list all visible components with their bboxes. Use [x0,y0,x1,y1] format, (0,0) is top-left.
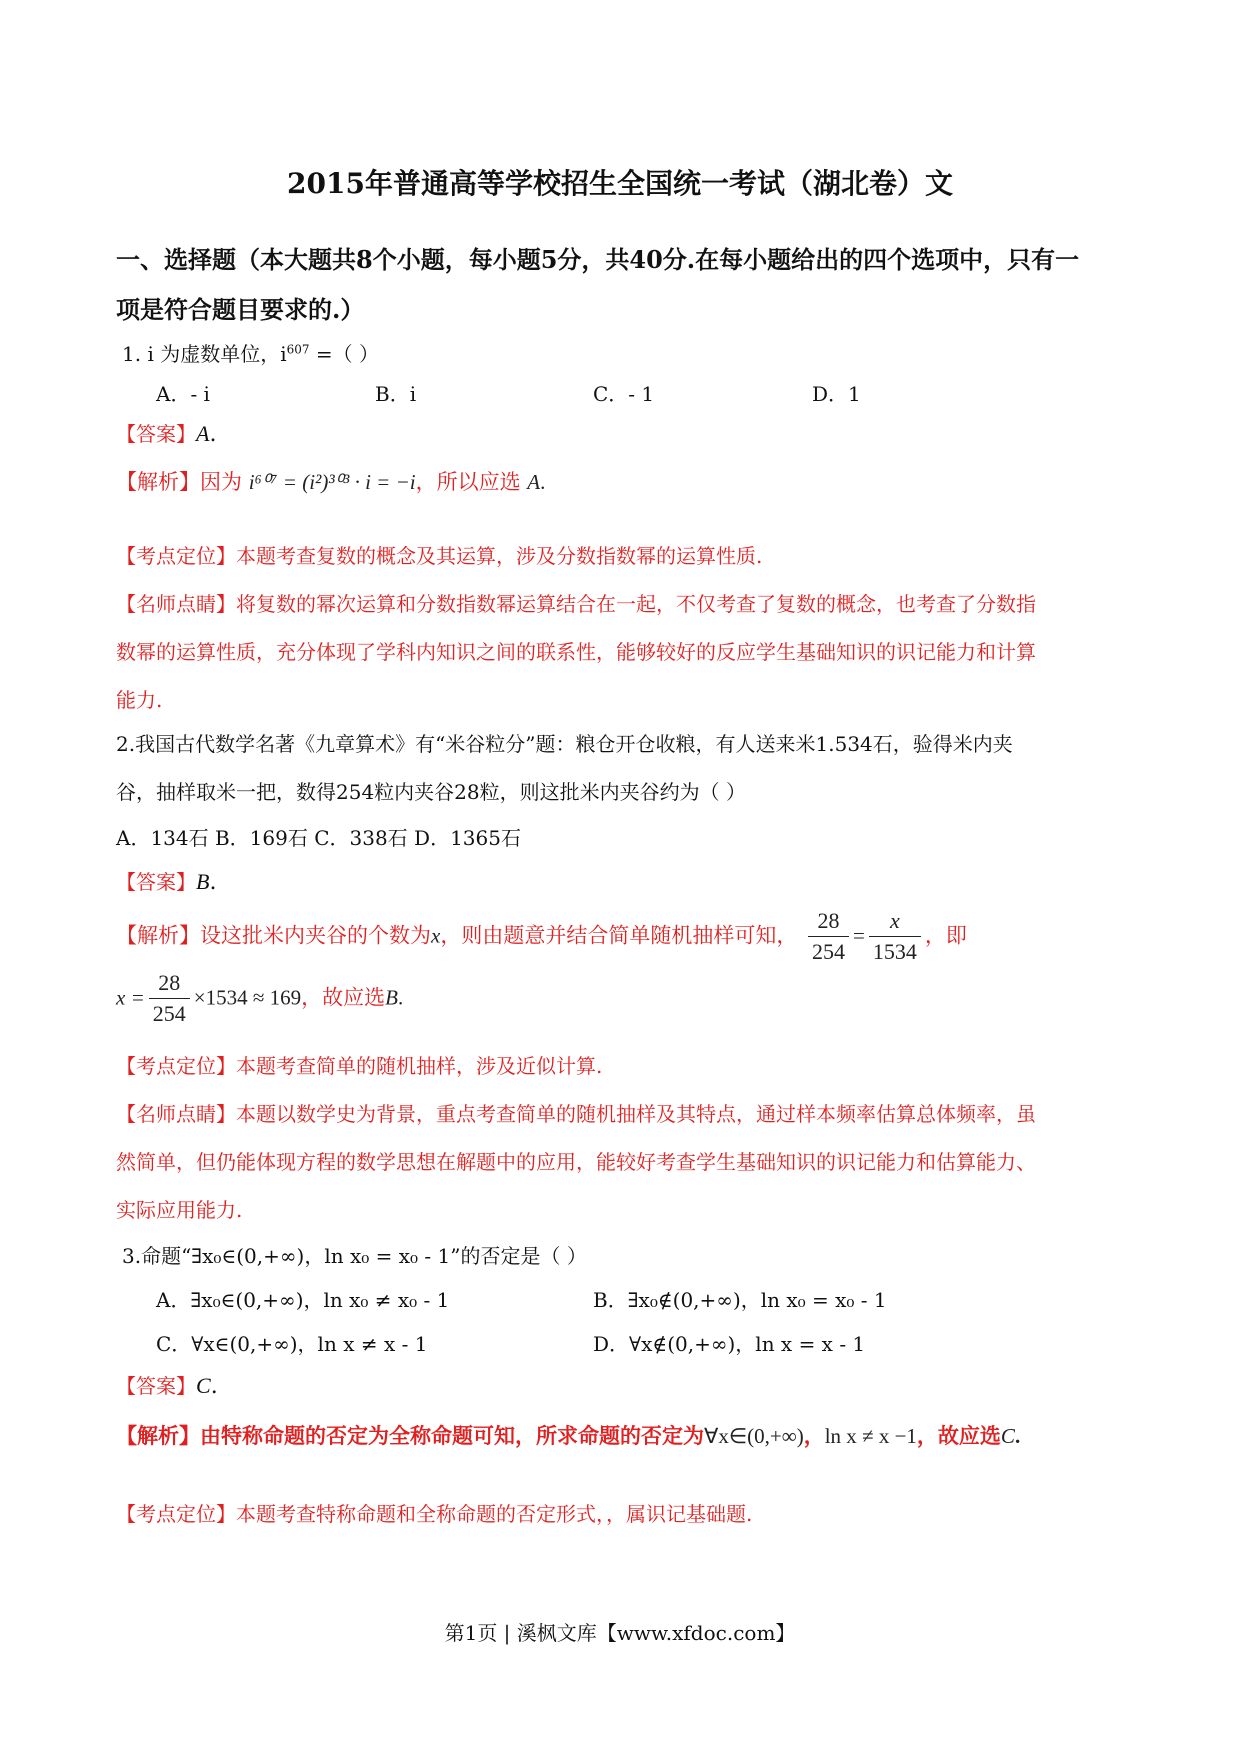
q1-kaodian: 【考点定位】本题考查复数的概念及其运算，涉及分数指数幂的运算性质. [116,544,763,568]
fraction-28-254-b: $\frac{28}{254}$ [149,968,190,1029]
q3-option-a: A．∃x₀∈(0,+∞)，ln x₀ ≠ x₀ - 1 [156,1288,450,1312]
q2-analysis-line2: x = $\frac{28}{254}$ ×1534 ≈ 169，故应选B. [116,968,403,1029]
q1-mingshi-line1: 【名师点睛】将复数的幂次运算和分数指数幂运算结合在一起，不仅考查了复数的概念，也考查了分数指 [116,592,1036,616]
q3-option-c: C．∀x∈(0,+∞)，ln x ≠ x - 1 [156,1332,428,1356]
q2-mingshi-line1: 【名师点睛】本题以数学史为背景，重点考查简单的随机抽样及其特点，通过样本频率估算总体频率，虽 [116,1102,1036,1126]
section-heading-line2: 项是符合题目要求的.） [116,295,365,324]
q1-option-c: C．- 1 [593,382,655,406]
q2-options: A．134石 B．169石 C．338石 D．1365石 [116,826,521,850]
q1-mingshi-line2: 数幂的运算性质，充分体现了学科内知识之间的联系性，能够较好的反应学生基础知识的识记能力和计算 [116,640,1036,664]
q1-option-b: B．i [375,382,417,406]
q2-mingshi-line2: 然简单，但仍能体现方程的数学思想在解题中的应用，能较好考查学生基础知识的识记能力和估算能力、 [116,1150,1036,1174]
q2-stem-line1: 2.我国古代数学名著《九章算术》有“米谷粒分”题：粮仓开仓收粮，有人送来米1.534石，验得米内夹 [116,732,1013,756]
q2-answer: 【答案】B. [116,869,217,895]
page-footer: 第1页 | 溪枫文库【www.xfdoc.com】 [444,1621,796,1645]
q1-stem: 1. i 为虚数单位，$i^{607}$ =（ ） [122,342,379,366]
q1-option-a: A．- i [156,382,210,406]
q1-analysis: 【解析】因为 i⁶⁰⁷ = (i²)³⁰³ · i = −i，所以应选 A. [116,470,546,494]
q1-option-d: D．1 [812,382,861,406]
q1-answer: 【答案】A. [116,421,217,447]
q3-option-d: D．∀x∉(0,+∞)，ln x = x - 1 [593,1332,866,1356]
q3-analysis: 【解析】由特称命题的否定为全称命题可知，所求命题的否定为∀x∈(0,+∞)，ln x ≠ x −1，故应选C. [116,1424,1021,1448]
q3-option-b: B．∃x₀∉(0,+∞)，ln x₀ = x₀ - 1 [593,1288,887,1312]
fraction-28-254: $\frac{28}{254}$ [808,906,849,967]
q2-stem-line2: 谷，抽样取米一把，数得254粒内夹谷28粒，则这批米内夹谷约为（ ） [116,780,746,804]
q2-mingshi-line3: 实际应用能力. [116,1198,243,1222]
q3-kaodian: 【考点定位】本题考查特称命题和全称命题的否定形式，，属识记基础题. [116,1502,753,1526]
fraction-x-1534: $\frac{x}{1534}$ [869,906,921,967]
q2-kaodian: 【考点定位】本题考查简单的随机抽样，涉及近似计算. [116,1054,603,1078]
q3-stem: 3.命题“∃x₀∈(0,+∞)，ln x₀ = x₀ - 1”的否定是（ ） [122,1244,587,1268]
q3-answer: 【答案】C. [116,1373,218,1399]
q1-mingshi-line3: 能力. [116,688,163,712]
q2-analysis-line1: 【解析】设这批米内夹谷的个数为x，则由题意并结合简单随机抽样可知， $\frac{28}{254}$ = $\frac{x}{1534}$ ，即 [116,906,967,967]
page-title: 2015年普通高等学校招生全国统一考试（湖北卷）文 [287,167,953,200]
section-heading-line1: 一、选择题（本大题共8个小题，每小题5分，共40分.在每小题给出的四个选项中，只有一 [116,245,1080,274]
